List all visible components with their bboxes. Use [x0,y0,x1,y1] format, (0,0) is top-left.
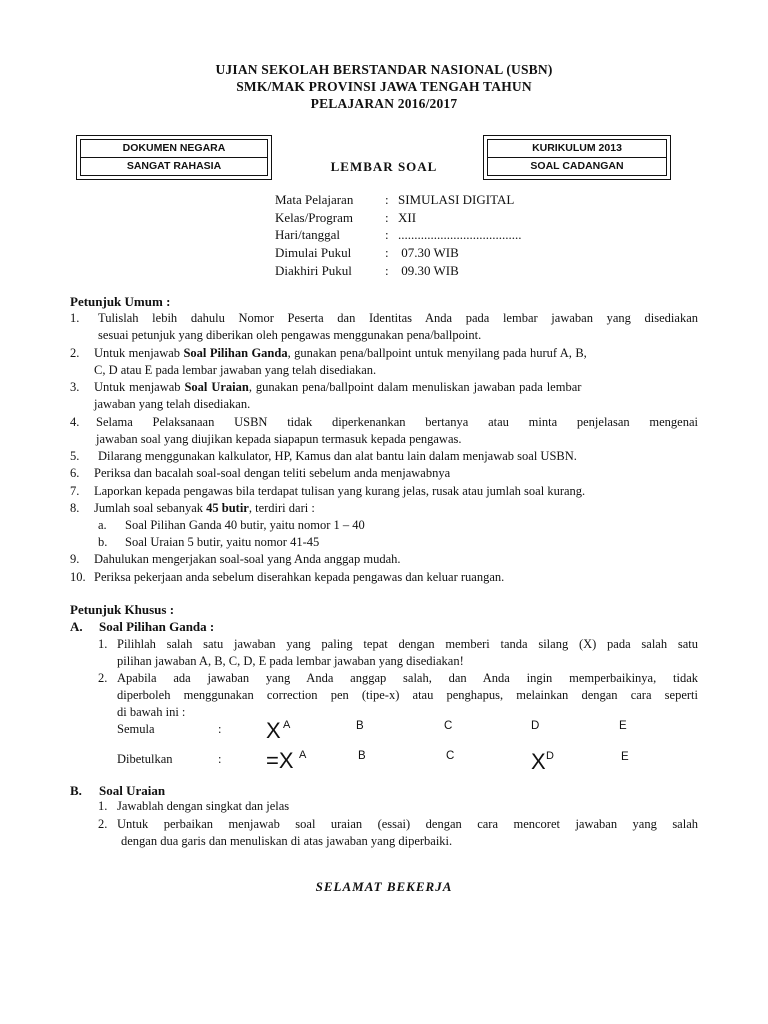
emphasis-text: Soal Uraian [184,380,249,394]
list-item-text: dengan dua garis dan menuliskan di atas jawaban yang diperbaiki. [121,834,453,848]
option-letter: C [446,750,455,762]
list-item-text: pilihan jawaban A, B, C, D, E pada lembar jawaban yang disediakan! [117,654,464,668]
list-item-text: jawaban yang telah disediakan. [94,397,251,411]
list-item-text: C, D atau E pada lembar jawaban yang telah disediakan. [94,363,377,377]
sheet-title: LEMBAR SOAL [330,159,438,174]
cross-mark-icon: X [531,749,546,774]
struck-cross-mark-icon: =X [266,748,294,773]
list-number: 1. [70,311,80,325]
section-b-letter: B. [70,783,82,798]
list-item-text: Untuk perbaikan menjawab soal uraian (essai) dengan cara mencoret jawaban yang salah [117,817,698,831]
sub-list-text: Soal Uraian 5 butir, yaitu nomor 41-45 [125,535,320,549]
list-item-text: Laporkan kepada pengawas bila terdapat tulisan yang kurang jelas, rusak atau jumlah soal kurang. [94,484,586,498]
info-value-end-time: 09.30 WIB [398,263,459,278]
list-item-text: Tulislah lebih dahulu Nomor Peserta dan Identitas Anda pada lembar jawaban yang disediakan [98,311,698,325]
list-item-text: Untuk menjawab Soal Uraian, gunakan pena/ballpoint dalam menuliskan jawaban pada lembar [94,380,582,394]
info-value-date: ...................................... [398,227,522,242]
info-value-start-time: 07.30 WIB [398,245,459,260]
list-number: 2. [98,817,108,831]
list-number: 9. [70,552,80,566]
option-letter: B [358,750,366,762]
list-item-text: sesuai petunjuk yang diberikan oleh pengawas menggunakan pena/ballpoint. [98,328,482,342]
example-label: Dibetulkan [117,752,173,766]
sub-list-letter: b. [98,535,108,549]
sub-list-letter: a. [98,518,107,532]
list-number: 6. [70,466,80,480]
specific-instructions-title: Petunjuk Khusus : [70,602,175,617]
list-item-text: Dahulukan mengerjakan soal-soal yang Anda anggap mudah. [94,552,401,566]
list-item-text: Dilarang menggunakan kalkulator, HP, Kamus dan alat bantu lain dalam menjawab soal USBN. [98,449,577,463]
info-colon: : [385,263,389,278]
curriculum-label: KURIKULUM 2013 [532,142,622,154]
list-item-text: Apabila ada jawaban yang Anda anggap salah, dan Anda ingin memperbaikinya, tidak [117,671,698,685]
list-number: 5. [70,449,80,463]
list-number: 1. [98,637,108,651]
option-letter: A [283,719,291,731]
list-item-text: Selama Pelaksanaan USBN tidak diperkenankan bertanya atau minta penjelasan mengenai [96,415,698,429]
info-colon: : [385,245,389,260]
info-label: Kelas/Program [275,210,353,225]
info-colon: : [385,192,389,207]
example-colon: : [218,722,222,736]
section-b-title: Soal Uraian [99,783,166,798]
list-number: 10. [70,570,86,584]
info-label: Mata Pelajaran [275,192,354,207]
list-item-text: Jumlah soal sebanyak 45 butir, terdiri dari : [94,501,315,515]
section-a-title: Soal Pilihan Ganda : [99,619,215,634]
list-item-text: diperboleh menggunakan correction pen (tipe-x) atau penghapus, melainkan dengan cara seperti [117,688,698,702]
closing-message: SELAMAT BEKERJA [315,879,453,894]
general-instructions-title: Petunjuk Umum : [70,294,171,309]
list-number: 2. [70,346,80,360]
list-number: 3. [70,380,80,394]
exam-subtitle: SMK/MAK PROVINSI JAWA TENGAH TAHUN [236,79,532,94]
info-colon: : [385,227,389,242]
option-letter: E [619,720,627,732]
info-value-subject: SIMULASI DIGITAL [398,192,515,207]
secrecy-label: SANGAT RAHASIA [81,157,267,175]
list-item-text: Pilihlah salah satu jawaban yang paling tepat dengan memberi tanda silang (X) pada salah satu [117,637,698,651]
exam-title: UJIAN SEKOLAH BERSTANDAR NASIONAL (USBN) [215,62,553,77]
list-item-text: Untuk menjawab Soal Pilihan Ganda, gunakan pena/ballpoint untuk menyilang pada huruf A, B, [94,346,587,360]
list-number: 1. [98,799,108,813]
list-item-text: jawaban soal yang diujikan kepada siapapun termasuk kepada pengawas. [96,432,462,446]
example-colon: : [218,752,222,766]
cross-mark-icon: X [266,718,281,743]
info-label: Hari/tanggal [275,227,340,242]
option-letter: B [356,720,364,732]
info-label: Diakhiri Pukul [275,263,352,278]
list-number: 7. [70,484,80,498]
list-number: 2. [98,671,108,685]
document-type-label: DOKUMEN NEGARA [122,142,226,154]
info-label: Dimulai Pukul [275,245,352,260]
list-number: 4. [70,415,80,429]
option-letter: E [621,751,629,763]
emphasis-text: 45 butir [206,501,249,515]
list-item-text: Periksa pekerjaan anda sebelum diserahkan kepada pengawas dan keluar ruangan. [94,570,505,584]
list-item-text: Periksa dan bacalah soal-soal dengan teliti sebelum anda menjawabnya [94,466,451,480]
list-item-text: Jawablah dengan singkat dan jelas [117,799,290,813]
option-letter: C [444,720,453,732]
list-item-text: di bawah ini : [117,705,186,719]
info-value-class: XII [398,210,417,225]
exam-year: PELAJARAN 2016/2017 [310,96,458,111]
option-letter: A [299,749,307,761]
emphasis-text: Soal Pilihan Ganda [183,346,288,360]
sub-list-text: Soal Pilihan Ganda 40 butir, yaitu nomor 1 – 40 [125,518,365,532]
option-letter: D [546,750,554,762]
curriculum-box [483,135,671,180]
question-set-label: SOAL CADANGAN [488,157,666,175]
option-letter: D [531,720,540,732]
section-a-letter: A. [70,619,83,634]
info-colon: : [385,210,389,225]
example-label: Semula [117,722,155,736]
list-number: 8. [70,501,80,515]
